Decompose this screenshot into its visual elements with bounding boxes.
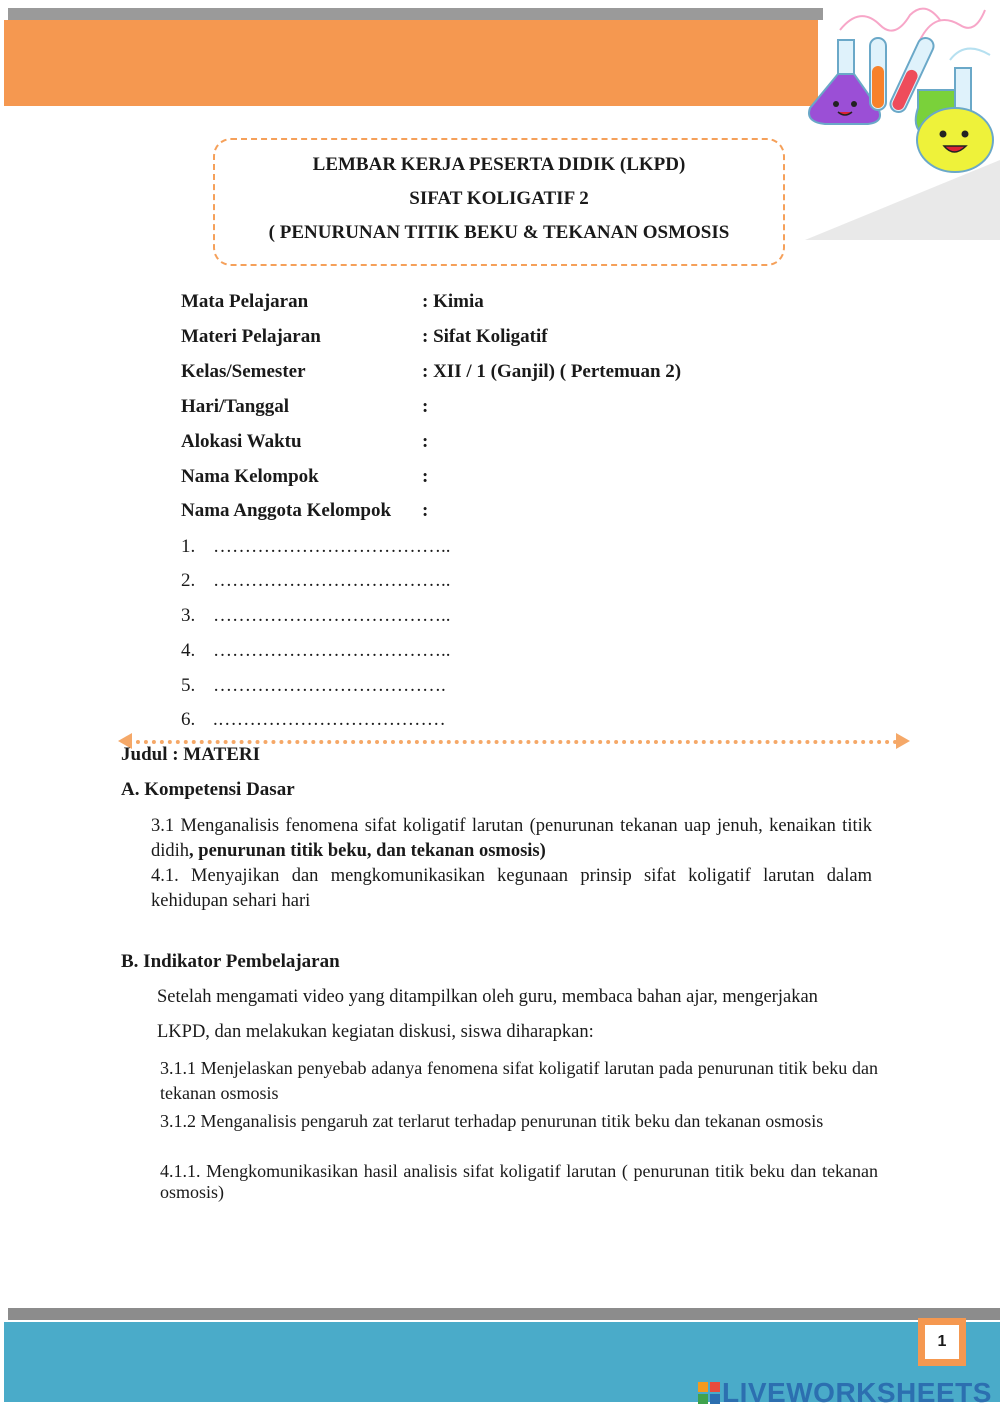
member-number: 1. — [181, 536, 196, 557]
chemistry-flasks-illustration — [800, 0, 1000, 240]
section-b-heading: B. Indikator Pembelajaran — [121, 951, 340, 972]
info-label-materi-pelajaran: Materi Pelajaran — [181, 326, 321, 347]
indikator-4-1-1: 4.1.1. Mengkomunikasikan hasil analisis sifat koligatif larutan ( penurunan titik beku dan tekanan osmosis) — [160, 1161, 878, 1202]
info-label-kelas-semester: Kelas/Semester — [181, 361, 306, 382]
member-item-1[interactable] — [181, 536, 451, 558]
kd-3-1-bold: , penurunan titik beku, dan tekanan osmosis) — [189, 841, 546, 861]
info-value-kelas-semester: : XII / 1 (Ganjil) ( Pertemuan 2) — [422, 361, 682, 382]
info-value-materi-pelajaran: : Sifat Koligatif — [422, 326, 548, 347]
member-blank: ……………………………….. — [213, 640, 451, 661]
info-field-nama-anggota: : — [422, 500, 429, 521]
judul-heading: Judul : MATERI — [121, 744, 261, 765]
member-number: 3. — [181, 605, 196, 626]
kd-4-1: 4.1. Menyajikan dan mengkomunikasikan kegunaan prinsip sifat koligatif larutan dalam kehidupan sehari hari — [151, 866, 872, 911]
info-field-hari-tanggal[interactable]: : — [422, 396, 429, 417]
indikator-3-1-1: 3.1.1 Menjelaskan penyebab adanya fenomena sifat koligatif larutan pada penurunan titik beku dan tekanan osmosis — [160, 1058, 878, 1103]
info-label-hari-tanggal: Hari/Tanggal — [181, 396, 290, 417]
arrow-right-icon — [896, 733, 910, 749]
info-label-nama-anggota: Nama Anggota Kelompok — [181, 500, 392, 521]
member-number: 4. — [181, 640, 196, 661]
liveworksheets-watermark[interactable]: LIVEWORKSHEETS — [722, 1377, 992, 1408]
bottom-gray-bar — [8, 1308, 1000, 1320]
title-line-3: ( PENURUNAN TITIK BEKU & TEKANAN OSMOSIS — [268, 222, 730, 243]
info-field-nama-kelompok[interactable]: : — [422, 466, 429, 487]
section-a-heading: A. Kompetensi Dasar — [121, 779, 295, 800]
member-item-3[interactable] — [181, 605, 451, 627]
title-box — [213, 138, 785, 266]
top-gray-bar — [8, 8, 823, 20]
kd-3-1-text: 3.1 Menganalisis fenomena sifat koligatif larutan (penurunan tekanan uap jenuh, kenaikan titik didih — [151, 816, 872, 861]
member-blank: ………………………………. — [213, 675, 446, 696]
info-field-alokasi-waktu[interactable]: : — [422, 431, 429, 452]
info-value-mata-pelajaran: : Kimia — [422, 291, 484, 312]
kd-3-1 — [151, 814, 872, 864]
member-blank: ……………………………….. — [213, 605, 451, 626]
liveworksheets-logo-icon — [698, 1382, 720, 1404]
indikator-intro-line-2: LKPD, dan melakukan kegiatan diskusi, siswa diharapkan: — [157, 1022, 594, 1042]
info-label-alokasi-waktu: Alokasi Waktu — [181, 431, 302, 452]
member-number: 2. — [181, 570, 196, 591]
info-label-nama-kelompok: Nama Kelompok — [181, 466, 319, 487]
member-blank: .……………………………… — [213, 709, 446, 730]
info-label-mata-pelajaran: Mata Pelajaran — [181, 291, 309, 312]
title-line-1: LEMBAR KERJA PESERTA DIDIK (LKPD) — [312, 154, 686, 175]
member-item-6[interactable] — [181, 709, 446, 731]
member-blank: ……………………………….. — [213, 536, 451, 557]
member-number: 5. — [181, 675, 196, 696]
member-item-4[interactable] — [181, 640, 451, 662]
indikator-intro-line-1: Setelah mengamati video yang ditampilkan oleh guru, membaca bahan ajar, mengerjakan — [157, 987, 818, 1007]
page-number: 1 — [925, 1325, 959, 1359]
member-item-2[interactable] — [181, 570, 451, 592]
member-number: 6. — [181, 709, 196, 730]
member-blank: ……………………………….. — [213, 570, 451, 591]
top-orange-banner — [4, 20, 818, 106]
member-item-5[interactable] — [181, 675, 446, 697]
indikator-3-1-2: 3.1.2 Menganalisis pengaruh zat terlarut terhadap penurunan titik beku dan tekanan osmosis — [160, 1111, 824, 1131]
title-line-2: SIFAT KOLIGATIF 2 — [409, 188, 589, 209]
